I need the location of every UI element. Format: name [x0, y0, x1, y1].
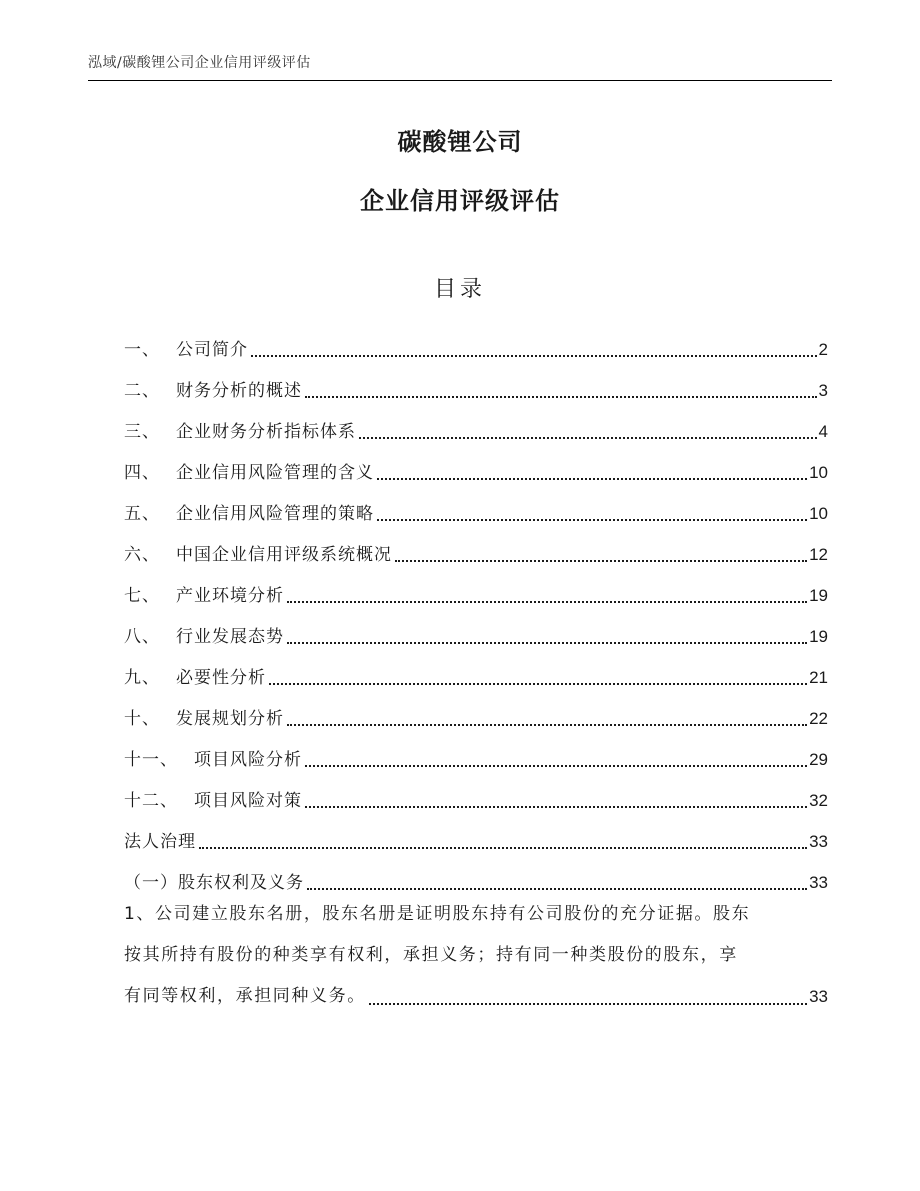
toc-paragraph-entry[interactable] — [124, 894, 828, 1017]
toc-page-number: 10 — [809, 504, 828, 523]
toc-entry-number: 四、 — [124, 463, 160, 483]
toc-entry[interactable] — [124, 486, 828, 527]
toc-page-number: 10 — [809, 463, 828, 482]
toc-entry[interactable] — [124, 609, 828, 650]
toc-leader-dots — [377, 478, 807, 480]
toc-entry[interactable] — [124, 568, 828, 609]
toc-page-number: 22 — [809, 709, 828, 728]
toc-entry-title: 财务分析的概述 — [176, 381, 302, 401]
toc-entry-label — [124, 706, 284, 732]
toc-entry-number: 十一、 — [124, 750, 178, 770]
toc-entry[interactable] — [124, 363, 828, 404]
toc-entry-title: 中国企业信用评级系统概况 — [176, 545, 392, 565]
document-title-line2: 企业信用评级评估 — [360, 187, 560, 215]
toc-entry[interactable] — [124, 732, 828, 773]
toc-entry-title: 法人治理 — [124, 832, 196, 852]
toc-page-number: 29 — [809, 750, 828, 769]
toc-page-number: 33 — [809, 987, 828, 1006]
toc-entry-number: 六、 — [124, 545, 160, 565]
toc-entry[interactable] — [124, 445, 828, 486]
toc-entry-number: 三、 — [124, 422, 160, 442]
document-title-line1: 碳酸锂公司 — [397, 128, 523, 156]
toc-page-number: 19 — [809, 586, 828, 605]
toc-entry-label — [124, 788, 302, 814]
toc-leader-dots — [287, 724, 807, 726]
toc-entry-number: 十二、 — [124, 791, 178, 811]
toc-leader-dots — [377, 519, 807, 521]
toc-entry-title: 项目风险分析 — [194, 750, 302, 770]
toc-entry-title: 企业财务分析指标体系 — [176, 422, 356, 442]
toc-entry-title: 项目风险对策 — [194, 791, 302, 811]
toc-entry-label — [124, 337, 248, 363]
toc-entry-title: 产业环境分析 — [176, 586, 284, 606]
toc-leader-dots — [251, 355, 817, 357]
toc-entry-title: 必要性分析 — [176, 668, 266, 688]
toc-entry[interactable] — [124, 855, 828, 896]
toc-entry-label — [124, 870, 304, 896]
toc-paragraph-last-line — [124, 976, 828, 1017]
toc-paragraph-line: 1、公司建立股东名册，股东名册是证明股东持有公司股份的充分证据。股东 — [124, 904, 751, 924]
toc-page-number: 3 — [818, 381, 828, 400]
toc-leader-dots — [287, 642, 807, 644]
toc-heading: 目录 — [433, 277, 486, 302]
header-divider — [88, 80, 832, 81]
toc-entry[interactable] — [124, 691, 828, 732]
toc-entry-title: 发展规划分析 — [176, 709, 284, 729]
toc-entry[interactable] — [124, 527, 828, 568]
toc-entry-title: （一）股东权利及义务 — [124, 873, 304, 893]
toc-entry[interactable] — [124, 814, 828, 855]
toc-entry[interactable] — [124, 773, 828, 814]
toc-entry-label — [124, 460, 374, 486]
toc-entry-label — [124, 542, 392, 568]
toc-leader-dots — [287, 601, 807, 603]
toc-page-number: 21 — [809, 668, 828, 687]
toc-entry-title: 企业信用风险管理的策略 — [176, 504, 374, 524]
toc-leader-dots — [369, 1003, 807, 1005]
toc-entry-label — [124, 624, 284, 650]
toc-leader-dots — [395, 560, 807, 562]
toc-entry-label — [124, 419, 356, 445]
toc-entry-number: 八、 — [124, 627, 160, 647]
toc-page-number: 19 — [809, 627, 828, 646]
toc-page-number: 32 — [809, 791, 828, 810]
toc-entry-label — [124, 583, 284, 609]
toc-entry[interactable] — [124, 322, 828, 363]
toc-leader-dots — [305, 806, 807, 808]
toc-entry-label — [124, 829, 196, 855]
toc-entry-number: 一、 — [124, 340, 160, 360]
toc-entry-number: 七、 — [124, 586, 160, 606]
toc-entry-title: 企业信用风险管理的含义 — [176, 463, 374, 483]
toc-page-number: 12 — [809, 545, 828, 564]
toc-page-number: 33 — [809, 832, 828, 851]
toc-entry-label — [124, 378, 302, 404]
toc-leader-dots — [307, 888, 807, 890]
toc-entry-number: 二、 — [124, 381, 160, 401]
toc-entry-label — [124, 665, 266, 691]
toc-leader-dots — [199, 847, 807, 849]
toc-page-number: 2 — [818, 340, 828, 359]
toc-entry-number: 五、 — [124, 504, 160, 524]
toc-leader-dots — [305, 396, 817, 398]
toc-leader-dots — [269, 683, 807, 685]
toc-entry[interactable] — [124, 650, 828, 691]
toc-leader-dots — [305, 765, 807, 767]
table-of-contents — [124, 322, 828, 896]
toc-entry[interactable] — [124, 404, 828, 445]
toc-paragraph-line: 按其所持有股份的种类享有权利，承担义务；持有同一种类股份的股东，享 — [124, 945, 738, 965]
toc-leader-dots — [359, 437, 817, 439]
toc-page-number: 4 — [818, 422, 828, 441]
toc-entry-label — [124, 501, 374, 527]
toc-entry-label — [124, 747, 302, 773]
toc-entry-number: 十、 — [124, 709, 160, 729]
page-header: 泓域/碳酸锂公司企业信用评级评估 — [88, 55, 311, 71]
toc-paragraph-line: 有同等权利，承担同种义务。 — [124, 986, 366, 1006]
toc-entry-title: 公司简介 — [176, 340, 248, 360]
toc-entry-number: 九、 — [124, 668, 160, 688]
toc-page-number: 33 — [809, 873, 828, 892]
toc-entry-title: 行业发展态势 — [176, 627, 284, 647]
